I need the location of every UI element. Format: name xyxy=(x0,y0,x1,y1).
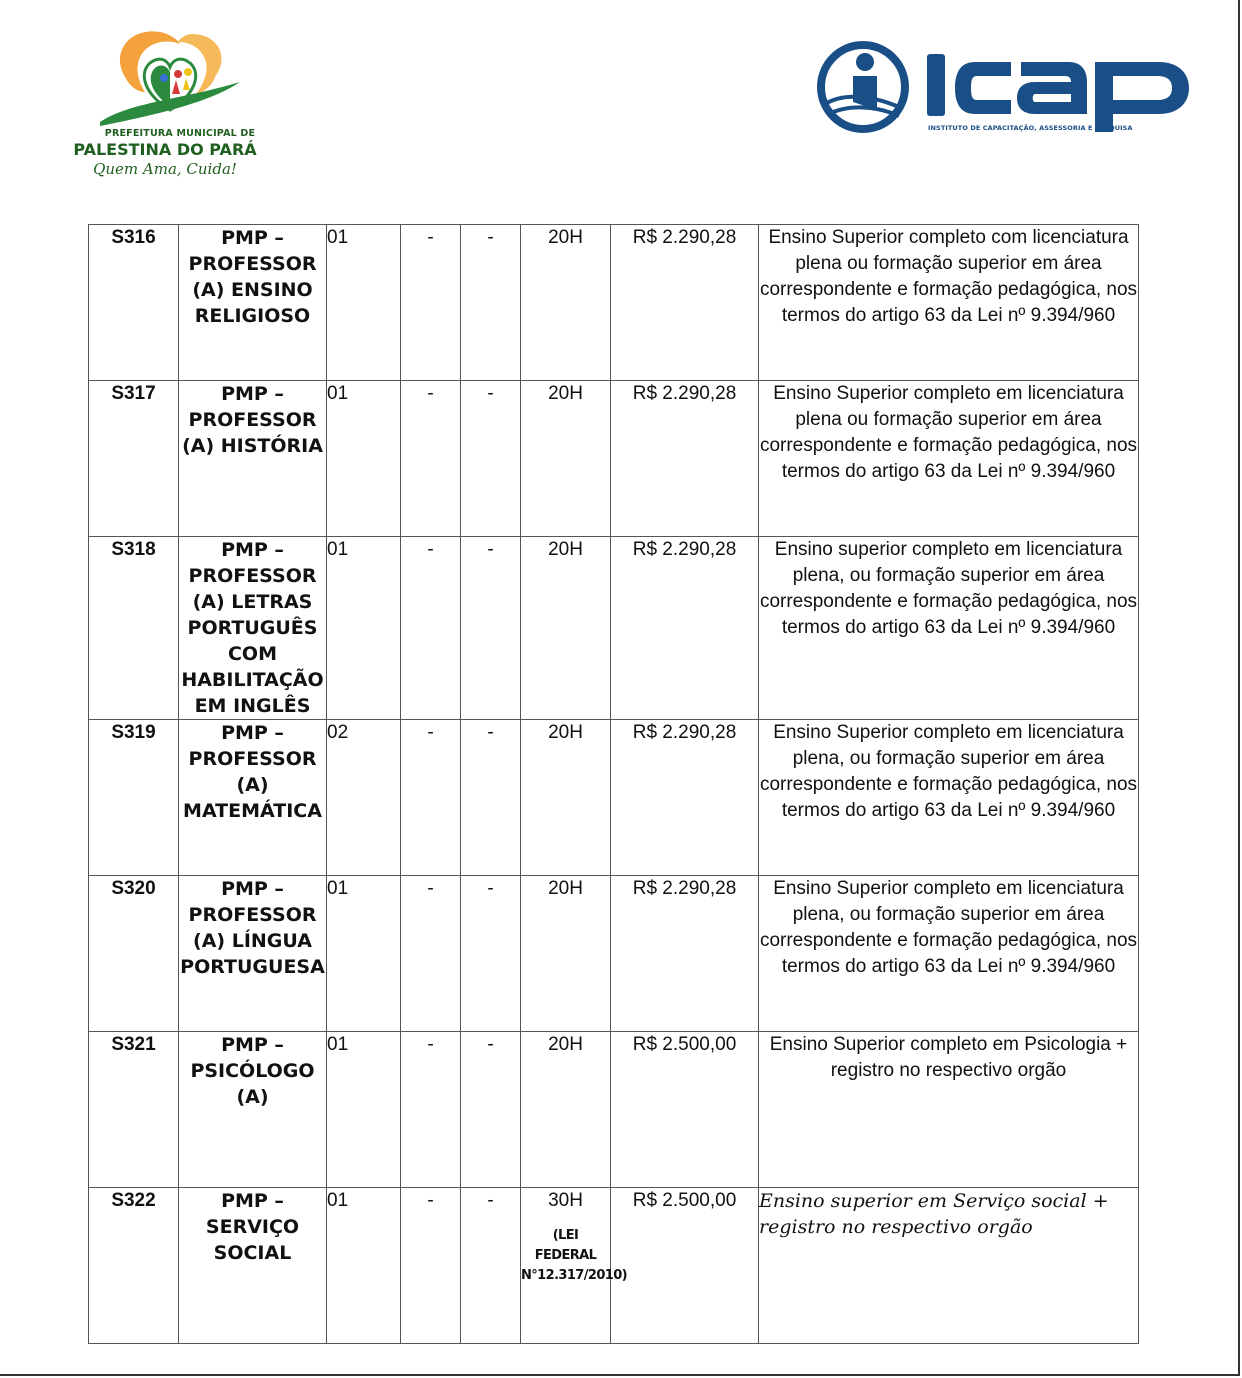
cell-role: PMP – PROFESSOR (A) MATEMÁTICA xyxy=(183,722,322,822)
vacancies xyxy=(327,876,401,1032)
cell-role: PMP – PROFESSOR (A) LÍNGUA PORTUGUESA xyxy=(180,878,325,978)
cell-salary: R$ 2.290,28 xyxy=(632,383,737,404)
position-code xyxy=(89,1032,179,1188)
salary xyxy=(611,1188,759,1344)
column-dash-2 xyxy=(461,876,521,1032)
cell-code: S320 xyxy=(111,878,156,899)
cell-salary: R$ 2.500,00 xyxy=(632,1190,737,1211)
cell-d2: - xyxy=(487,383,494,404)
cell-requirement: Ensino Superior completo em Psicologia + registro no respectivo orgão xyxy=(769,1034,1128,1081)
column-dash-1 xyxy=(401,537,461,720)
table-row xyxy=(89,720,1139,876)
position-title xyxy=(179,1032,327,1188)
cell-d2: - xyxy=(487,1190,494,1211)
column-dash-1 xyxy=(401,225,461,381)
workload xyxy=(521,876,611,1032)
cell-d2: - xyxy=(487,1034,494,1055)
cell-d1: - xyxy=(427,722,434,743)
cell-salary: R$ 2.290,28 xyxy=(632,878,737,899)
cell-code: S317 xyxy=(111,383,156,404)
requirement xyxy=(759,225,1139,381)
requirement xyxy=(759,720,1139,876)
cell-qty: 01 xyxy=(327,227,349,248)
cell-qty: 01 xyxy=(327,1034,349,1055)
column-dash-1 xyxy=(401,876,461,1032)
salary xyxy=(611,1032,759,1188)
column-dash-2 xyxy=(461,537,521,720)
cell-qty: 01 xyxy=(327,539,349,560)
position-title xyxy=(179,537,327,720)
cell-qty: 01 xyxy=(327,878,349,899)
cell-code: S322 xyxy=(111,1190,156,1211)
cell-code: S319 xyxy=(111,722,156,743)
salary xyxy=(611,720,759,876)
vacancies xyxy=(327,537,401,720)
salary xyxy=(611,876,759,1032)
vacancies xyxy=(327,225,401,381)
column-dash-2 xyxy=(461,225,521,381)
position-code xyxy=(89,537,179,720)
hands-heart-emblem-icon xyxy=(100,22,240,132)
cell-d1: - xyxy=(427,383,434,404)
position-code xyxy=(89,1188,179,1344)
cell-d1: - xyxy=(427,1034,434,1055)
cell-salary: R$ 2.290,28 xyxy=(632,722,737,743)
position-title xyxy=(179,225,327,381)
requirement xyxy=(759,876,1139,1032)
cell-hours: 20H xyxy=(548,539,583,560)
cell-salary: R$ 2.500,00 xyxy=(632,1034,737,1055)
requirement xyxy=(759,381,1139,537)
cell-d1: - xyxy=(427,878,434,899)
cell-hours: 20H xyxy=(548,227,583,248)
vacancies xyxy=(327,720,401,876)
cell-d2: - xyxy=(487,539,494,560)
column-dash-2 xyxy=(461,1188,521,1344)
position-code xyxy=(89,225,179,381)
cell-hours: 20H xyxy=(548,878,583,899)
column-dash-1 xyxy=(401,1188,461,1344)
vacancies xyxy=(327,1188,401,1344)
cell-qty: 01 xyxy=(327,1190,349,1211)
cell-hours: 20H xyxy=(548,383,583,404)
requirement xyxy=(759,1032,1139,1188)
workload xyxy=(521,720,611,876)
slogan: Quem Ama, Cuida! xyxy=(93,160,237,178)
cell-code: S318 xyxy=(111,539,156,560)
cell-requirement: Ensino Superior completo com licenciatura plena ou formação superior em área correspondente e formação pedagógica, nos termos do artigo 63 da Lei nº 9.394/960 xyxy=(759,227,1138,326)
position-title xyxy=(179,381,327,537)
cell-d2: - xyxy=(487,722,494,743)
palestina-logo xyxy=(60,22,270,187)
column-dash-2 xyxy=(461,1032,521,1188)
position-code xyxy=(89,381,179,537)
vacancies xyxy=(327,1032,401,1188)
icap-subtitle: INSTITUTO DE CAPACITAÇÃO, ASSESSORIA E PESQUISA xyxy=(928,124,1133,132)
salary xyxy=(611,537,759,720)
workload xyxy=(521,381,611,537)
cell-requirement: Ensino Superior completo em licenciatura plena, ou formação superior em área correspondente e formação pedagógica, nos termos do artigo 63 da Lei nº 9.394/960 xyxy=(759,722,1138,821)
vacancies xyxy=(327,381,401,537)
column-dash-2 xyxy=(461,381,521,537)
cell-role: PMP – PROFESSOR (A) LETRAS PORTUGUÊS COM HABILITAÇÃO EM INGLÊS xyxy=(181,539,324,717)
position-title xyxy=(179,1188,327,1344)
prefeitura-label: PREFEITURA MUNICIPAL DE xyxy=(104,128,256,139)
cell-hours: 30H xyxy=(548,1190,583,1211)
column-dash-1 xyxy=(401,720,461,876)
table-row xyxy=(89,876,1139,1032)
cell-qty: 02 xyxy=(327,722,349,743)
table-row xyxy=(89,1032,1139,1188)
salary xyxy=(611,381,759,537)
cell-code: S316 xyxy=(111,227,156,248)
cell-d1: - xyxy=(427,539,434,560)
requirement xyxy=(759,1188,1139,1344)
position-title xyxy=(179,720,327,876)
cell-qty: 01 xyxy=(327,383,349,404)
position-code xyxy=(89,720,179,876)
positions-table xyxy=(88,224,1139,1344)
cell-role: PMP – PROFESSOR (A) HISTÓRIA xyxy=(182,383,323,457)
table-row xyxy=(89,537,1139,720)
cell-d2: - xyxy=(487,878,494,899)
column-dash-1 xyxy=(401,1032,461,1188)
workload xyxy=(521,225,611,381)
workload xyxy=(521,1188,628,1344)
cell-requirement: Ensino superior em Serviço social + registro no respectivo orgão xyxy=(759,1190,1109,1238)
position-code xyxy=(89,876,179,1032)
column-dash-1 xyxy=(401,381,461,537)
cell-role: PMP – PSICÓLOGO (A) xyxy=(190,1034,315,1108)
cell-d1: - xyxy=(427,1190,434,1211)
icap-logo xyxy=(815,32,1210,142)
cell-requirement: Ensino Superior completo em licenciatura plena ou formação superior em área correspondente e formação pedagógica, nos termos do artigo 63 da Lei nº 9.394/960 xyxy=(759,383,1138,482)
cell-role: PMP – SERVIÇO SOCIAL xyxy=(205,1190,300,1264)
workload xyxy=(521,537,611,720)
cell-salary: R$ 2.290,28 xyxy=(632,539,737,560)
table-row xyxy=(89,225,1139,381)
workload-note: (LEI FEDERAL N°12.317/2010) xyxy=(521,1228,628,1283)
salary xyxy=(611,225,759,381)
table-row xyxy=(89,381,1139,537)
cell-code: S321 xyxy=(111,1034,156,1055)
cell-requirement: Ensino superior completo em licenciatura plena, ou formação superior em área correspondente e formação pedagógica, nos termos do artigo 63 da Lei nº 9.394/960 xyxy=(759,539,1138,638)
cell-hours: 20H xyxy=(548,1034,583,1055)
position-title xyxy=(179,876,327,1032)
cell-requirement: Ensino Superior completo em licenciatura plena, ou formação superior em área correspondente e formação pedagógica, nos termos do artigo 63 da Lei nº 9.394/960 xyxy=(759,878,1138,977)
workload xyxy=(521,1032,611,1188)
cell-salary: R$ 2.290,28 xyxy=(632,227,737,248)
municipality-name: PALESTINA DO PARÁ xyxy=(73,140,257,159)
table-row xyxy=(89,1188,1139,1344)
cell-d2: - xyxy=(487,227,494,248)
column-dash-2 xyxy=(461,720,521,876)
requirement xyxy=(759,537,1139,720)
cell-role: PMP – PROFESSOR (A) ENSINO RELIGIOSO xyxy=(188,227,317,327)
cell-d1: - xyxy=(427,227,434,248)
cell-hours: 20H xyxy=(548,722,583,743)
